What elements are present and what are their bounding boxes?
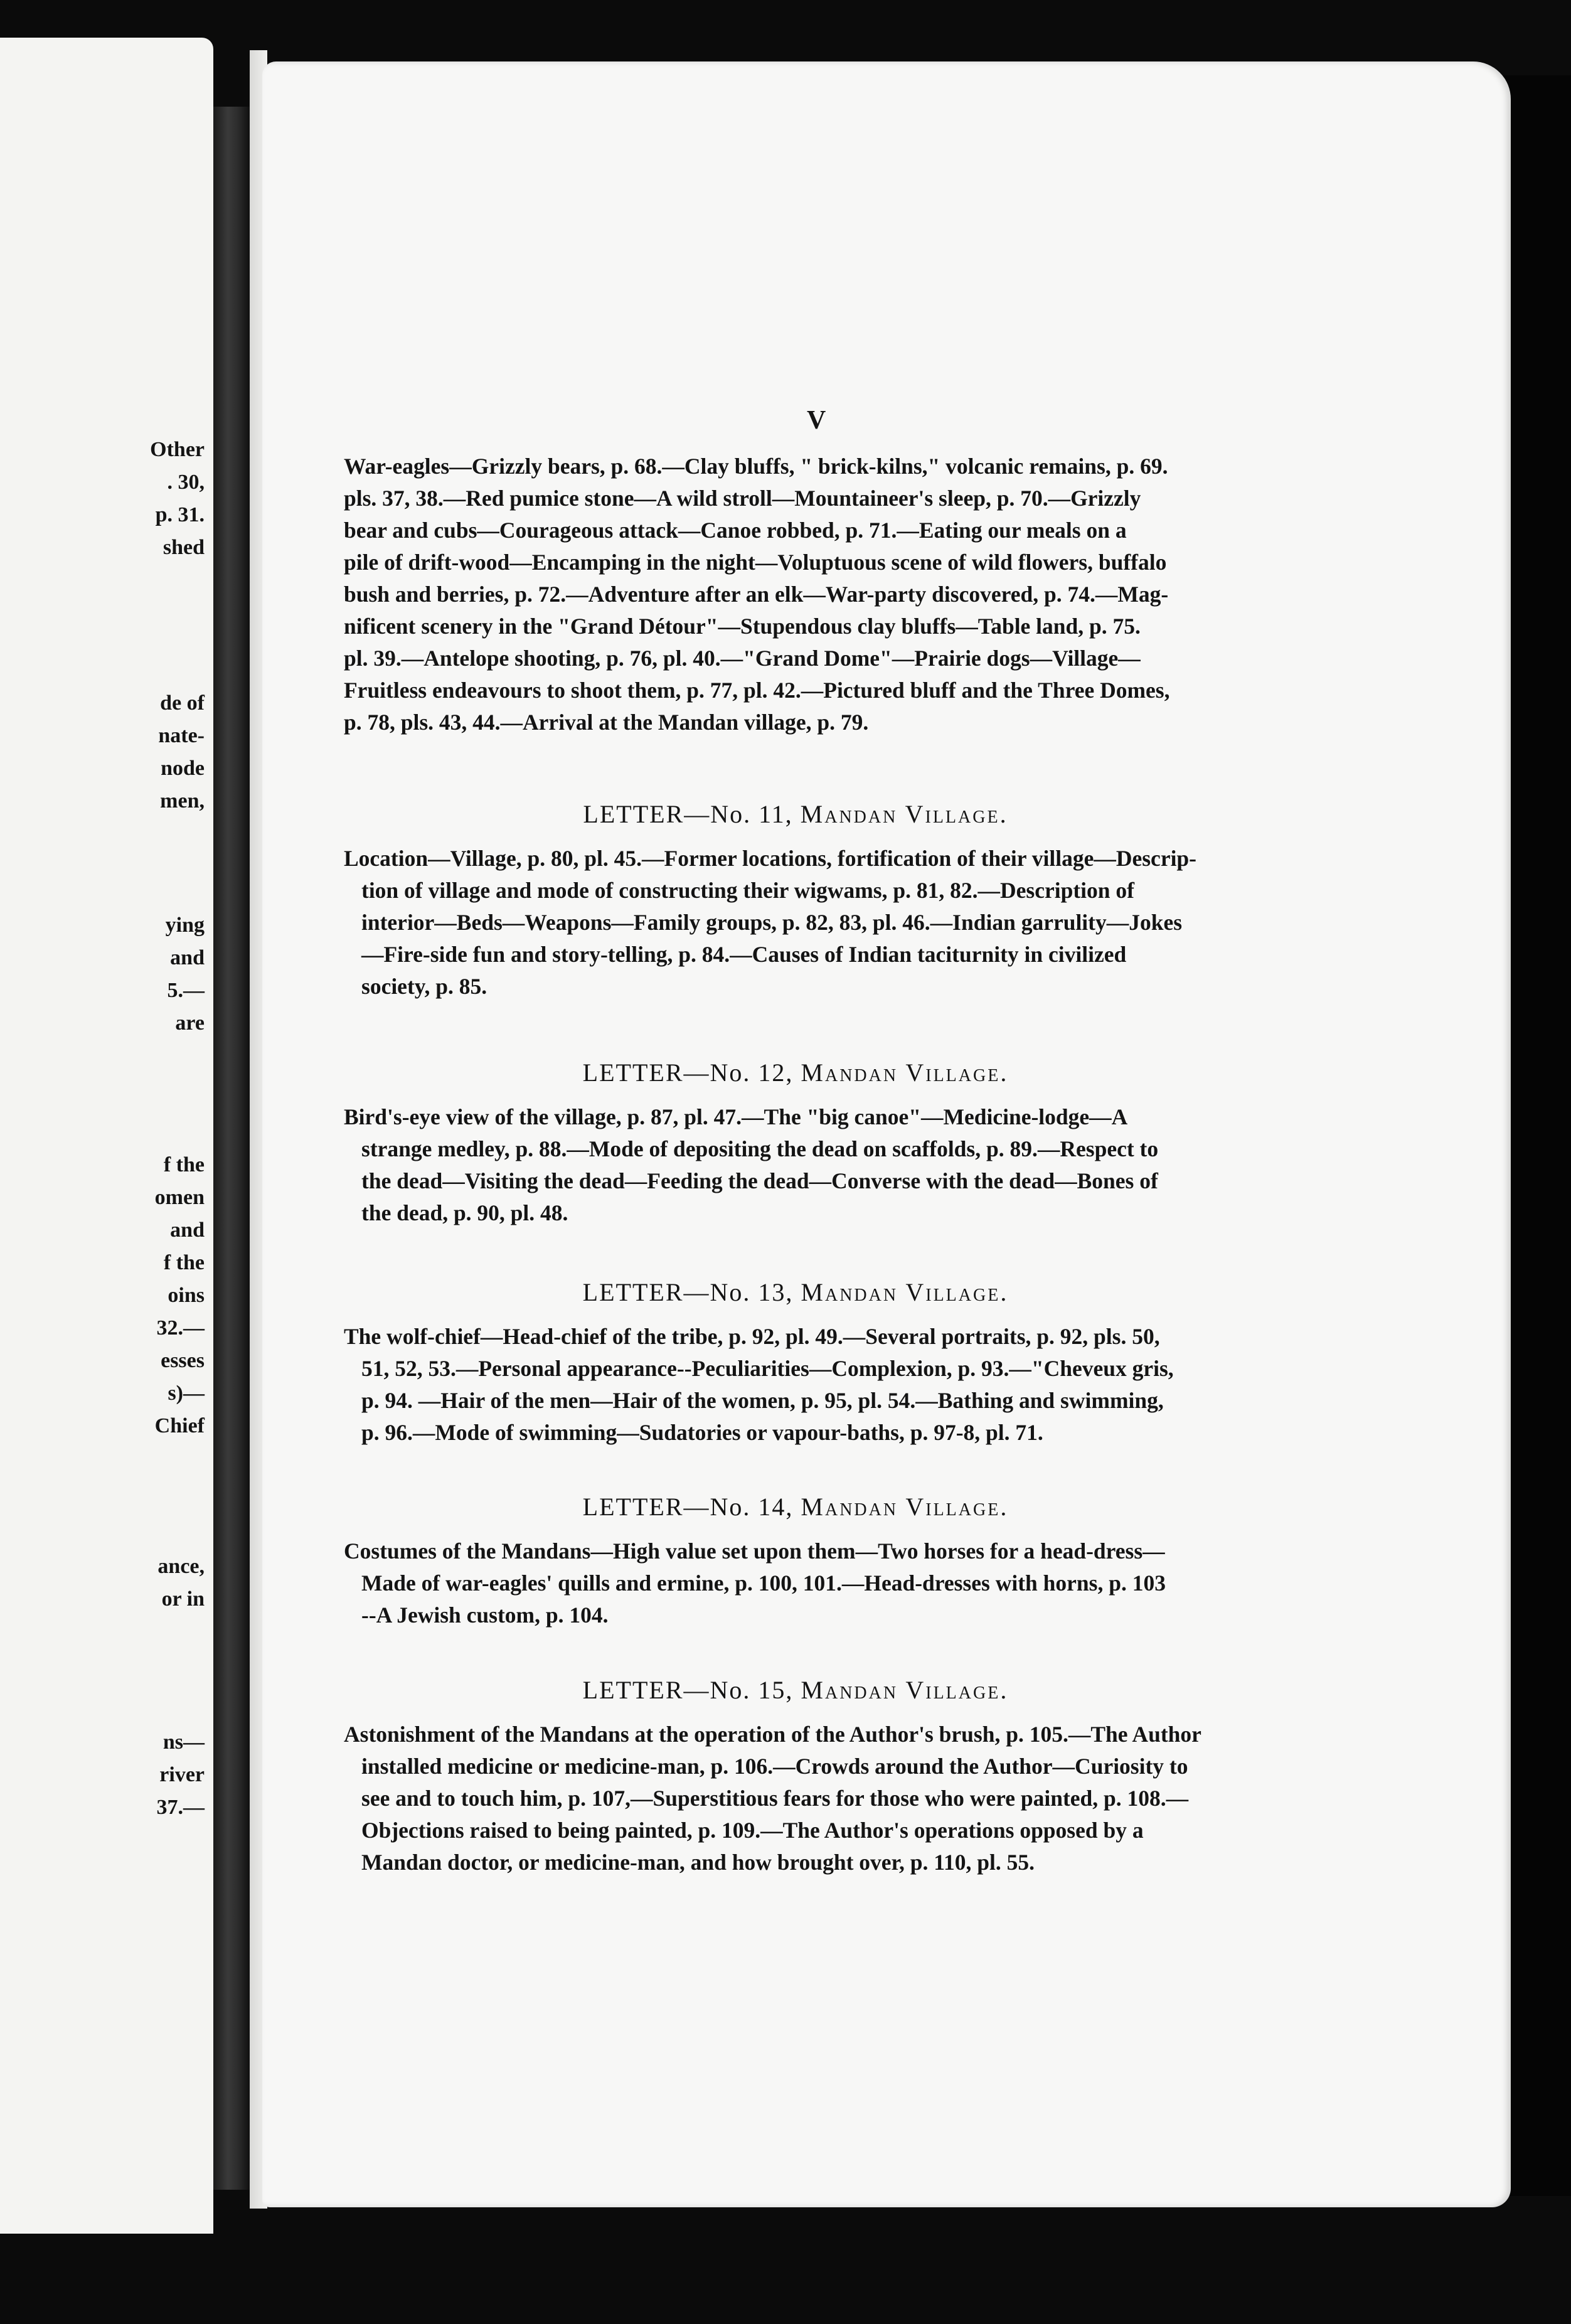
text-line: interior—Beds—Weapons—Family groups, p. 82, 83, pl. 46.—Indian garrulity—Jokes (361, 910, 1183, 935)
text-line: bush and berries, p. 72.—Adventure after an elk—War-party discovered, p. 74.—Mag- (344, 582, 1169, 607)
left-page-fragment: oins (168, 1284, 205, 1307)
letter-heading (344, 1492, 1247, 1522)
letter-heading-place: Mandan Village. (800, 800, 1008, 828)
text-line: Fruitless endeavours to shoot them, p. 77, pl. 42.—Pictured bluff and the Three Domes, (344, 678, 1170, 703)
left-page-fragment: or in (161, 1587, 205, 1611)
letter-heading (344, 1058, 1247, 1087)
text-line: tion of village and mode of constructing their wigwams, p. 81, 82.—Description of (361, 878, 1134, 903)
left-page-fragment: ns— (162, 1730, 205, 1754)
letter-heading-number: LETTER—No. 15, (582, 1676, 794, 1704)
intro-paragraph (344, 450, 1247, 738)
text-line: p. 78, pls. 43, 44.—Arrival at the Mandan village, p. 79. (344, 710, 869, 735)
text-line: Objections raised to being painted, p. 109.—The Author's operations opposed by a (361, 1818, 1144, 1843)
left-page-fragment: f the (163, 1153, 205, 1176)
left-facing-page (0, 38, 213, 2234)
left-page-fragment: ance, (157, 1555, 205, 1578)
book-page (262, 61, 1511, 2207)
left-page-fragment: river (159, 1763, 205, 1786)
text-line: bear and cubs—Courageous attack—Canoe robbed, p. 71.—Eating our meals on a (344, 518, 1127, 543)
text-line: pile of drift-wood—Encamping in the night—Voluptuous scene of wild flowers, buffalo (344, 550, 1167, 575)
left-page-fragment: s)— (168, 1382, 205, 1405)
left-page-fragment: p. 31. (155, 503, 205, 526)
text-line: nificent scenery in the "Grand Détour"—Stupendous clay bluffs—Table land, p. 75. (344, 614, 1141, 639)
left-page-fragment: esses (161, 1349, 205, 1372)
left-page-fragment: Chief (154, 1414, 205, 1437)
text-line: War-eagles—Grizzly bears, p. 68.—Clay bluffs, " brick-kilns," volcanic remains, p. 69. (344, 454, 1168, 479)
left-page-fragment: 37.— (156, 1796, 205, 1819)
left-page-fragment: node (161, 757, 205, 780)
letter-heading-place: Mandan Village. (801, 1676, 1009, 1704)
book-gutter-shadow (213, 107, 250, 2190)
text-line: --A Jewish custom, p. 104. (361, 1602, 609, 1628)
letter-heading-number: LETTER—No. 12, (582, 1058, 794, 1087)
letter-heading (344, 1277, 1247, 1307)
letter-heading-number: LETTER—No. 14, (582, 1493, 794, 1521)
text-line: Mandan doctor, or medicine-man, and how brought over, p. 110, pl. 55. (361, 1850, 1035, 1875)
letter-heading (344, 1675, 1247, 1705)
letter-heading-place: Mandan Village. (801, 1493, 1009, 1521)
text-line: Location—Village, p. 80, pl. 45.—Former locations, fortification of their village—Descrip- (344, 846, 1197, 871)
text-line: the dead, p. 90, pl. 48. (361, 1200, 568, 1225)
left-page-fragment: . 30, (167, 471, 205, 494)
text-line: the dead—Visiting the dead—Feeding the dead—Converse with the dead—Bones of (361, 1168, 1158, 1193)
left-page-fragment: and (170, 1218, 205, 1242)
letter-heading-number: LETTER—No. 11, (583, 800, 793, 828)
left-page-fragment: ying (165, 914, 205, 937)
left-page-fragment: 32.— (156, 1316, 205, 1340)
text-line: —Fire-side fun and story-telling, p. 84.—Causes of Indian taciturnity in civilized (361, 942, 1127, 967)
text-line: The wolf-chief—Head-chief of the tribe, p. 92, pl. 49.—Several portraits, p. 92, pls. 50, (344, 1324, 1160, 1349)
letter-section-11 (344, 799, 1247, 1003)
text-line: p. 94. —Hair of the men—Hair of the women, p. 95, pl. 54.—Bathing and swimming, (361, 1388, 1164, 1413)
text-line: strange medley, p. 88.—Mode of depositing the dead on scaffolds, p. 89.—Respect to (361, 1136, 1159, 1161)
left-page-fragment: f the (163, 1251, 205, 1274)
left-page-fragment: omen (154, 1186, 205, 1209)
letter-section-13 (344, 1277, 1247, 1449)
left-page-fragment: are (175, 1011, 205, 1035)
text-line: 51, 52, 53.—Personal appearance--Peculiarities—Complexion, p. 93.—"Cheveux gris, (361, 1356, 1174, 1381)
left-page-fragment: shed (162, 536, 205, 559)
text-line: Astonishment of the Mandans at the operation of the Author's brush, p. 105.—The Author (344, 1722, 1201, 1747)
left-page-fragment: Other (150, 438, 205, 461)
left-page-fragment: de of (160, 691, 205, 715)
left-page-fragment: 5.— (167, 979, 205, 1002)
text-line: pl. 39.—Antelope shooting, p. 76, pl. 40.—"Grand Dome"—Prairie dogs—Village— (344, 646, 1141, 671)
letter-section-14 (344, 1492, 1247, 1631)
text-line: Bird's-eye view of the village, p. 87, pl. 47.—The "big canoe"—Medicine-lodge—A (344, 1104, 1128, 1129)
text-line: Costumes of the Mandans—High value set upon them—Two horses for a head-dress— (344, 1538, 1165, 1564)
text-line: pls. 37, 38.—Red pumice stone—A wild stroll—Mountaineer's sleep, p. 70.—Grizzly (344, 486, 1141, 511)
letter-heading-place: Mandan Village. (801, 1278, 1009, 1306)
letter-heading-place: Mandan Village. (801, 1058, 1009, 1087)
left-page-fragment: men, (160, 789, 205, 813)
letter-section-12 (344, 1058, 1247, 1229)
text-line: p. 96.—Mode of swimming—Sudatories or vapour-baths, p. 97-8, pl. 71. (361, 1420, 1043, 1445)
left-page-fragment: nate- (158, 724, 205, 747)
text-line: installed medicine or medicine-man, p. 106.—Crowds around the Author—Curiosity to (361, 1754, 1188, 1779)
letter-heading (344, 799, 1247, 829)
page-number: V (807, 406, 826, 435)
letter-section-15 (344, 1675, 1247, 1879)
text-line: see and to touch him, p. 107,—Superstitious fears for those who were painted, p. 108.— (361, 1786, 1189, 1811)
text-line: Made of war-eagles' quills and ermine, p. 100, 101.—Head-dresses with horns, p. 103 (361, 1570, 1166, 1596)
left-page-fragment: and (170, 946, 205, 969)
text-line: society, p. 85. (361, 974, 487, 999)
letter-heading-number: LETTER—No. 13, (582, 1278, 794, 1306)
